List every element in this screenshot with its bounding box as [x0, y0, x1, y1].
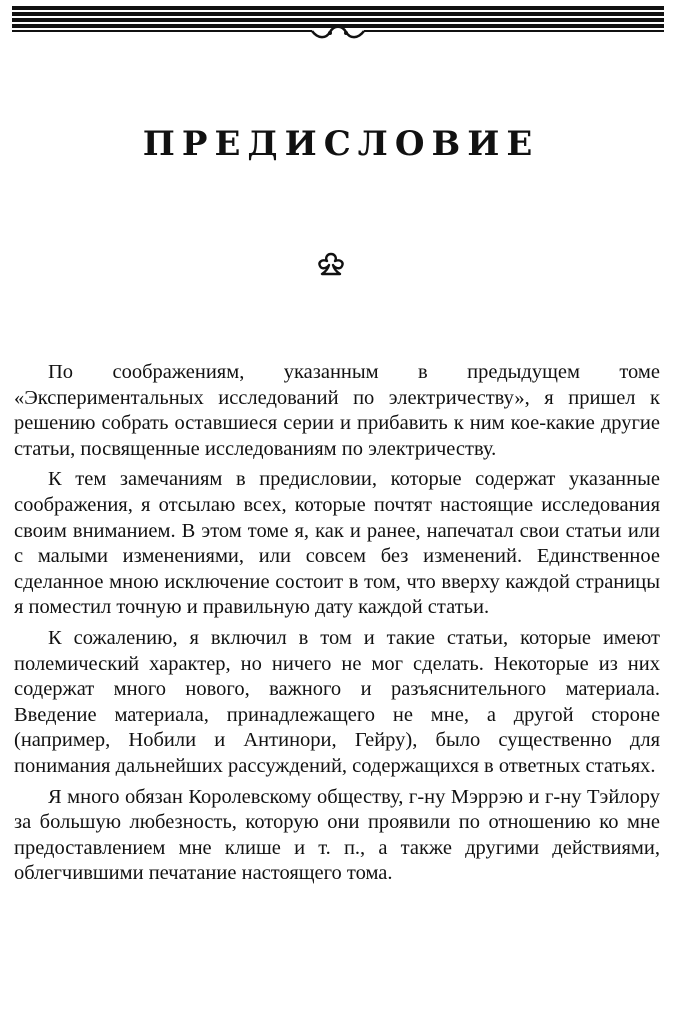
paragraph-4: Я много обязан Королевскому обществу, г-ну Мэррэю и г-ну Тэйлору за большую любезность, которую они проявили по отношению ко мне предоставлением мне клише и т. п., а также другими действиями, облегчившими печатание настоящего тома.: [14, 785, 660, 885]
fleuron-icon: [316, 251, 346, 277]
page-title: ПРЕДИСЛОВИЕ: [142, 124, 540, 164]
header-rule-ornament: [12, 6, 664, 40]
paragraph-3: К сожалению, я включил в том и такие статьи, которые имеют полемический характер, но ничего не мог сделать. Некоторые из них содержат много нового, важного и разъяснительного материала. Введение материала, принадлежащего не мне, а другой стороне (например, Нобили и Антинори, Гейру), было существенно для понимания дальнейших рассуждений, содержащихся в ответных статьях.: [14, 626, 660, 777]
preface-body: [14, 360, 660, 892]
paragraph-1: По соображениям, указанным в предыдущем томе «Экспериментальных исследований по электричеству», я пришел к решению собрать оставшиеся серии и прибавить к ним кое-какие другие статьи, посвященные исследованиям по электричеству.: [14, 361, 660, 460]
paragraph-2: К тем замечаниям в предисловии, которые содержат указанные соображения, я отсылаю всех, которые почтят настоящие исследования своим вниманием. В этом томе я, как и ранее, напечатал свои статьи или с малыми изменениями, или совсем без изменений. Единственное сделанное мною исключение состоит в том, что вверху каждой страницы я поместил точную и правильную дату каждой статьи.: [14, 468, 660, 619]
